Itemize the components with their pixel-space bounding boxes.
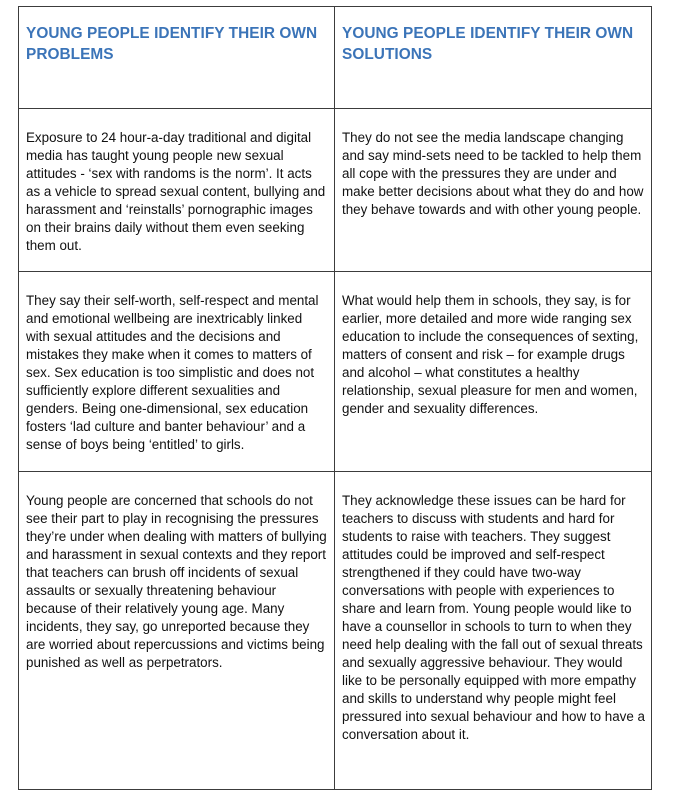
table-row [19, 472, 652, 790]
header-cell-problems [19, 7, 335, 109]
solution-cell [335, 109, 652, 272]
problem-cell [19, 472, 335, 790]
solution-text: They acknowledge these issues can be hard for teachers to discuss with students and hard for students to raise with teachers. They suggest attitudes could be improved and self-respect strengthened if they could have two-way conversations with people with experiences to share and learn from. Young people would like to have a counsellor in schools to turn to when they need help dealing with the fall out of sexual threats and sexually aggressive behaviour. They would like to be personally equipped with more empathy and skills to understand why people might feel pressured into sexual behaviour and how to have a conversation about it. [342, 493, 645, 742]
solution-cell [335, 272, 652, 472]
column-heading-problems: YOUNG PEOPLE IDENTIFY THEIR OWN PROBLEMS [26, 25, 318, 63]
problem-text: Young people are concerned that schools do not see their part to play in recognising the pressures they’re under when dealing with matters of bullying and harassment in sexual contexts and they report that teachers can brush off incidents of sexual assaults or sexually threatening behaviour because of their relatively young age. Many incidents, they say, go unreported because they are worried about repercussions and victims being punished as well as perpetrators. [26, 493, 327, 670]
solution-text: They do not see the media landscape changing and say mind-sets need to be tackled to help them all cope with the pressures they are under and make better decisions about what they do and how they behave towards and with other young people. [342, 130, 644, 217]
column-heading-solutions: YOUNG PEOPLE IDENTIFY THEIR OWN SOLUTIONS [342, 25, 634, 63]
problem-text: Exposure to 24 hour-a-day traditional and digital media has taught young people new sexual attitudes - ‘sex with randoms is the norm’. It acts as a vehicle to spread sexual content, bullying and harassment and ‘reinstalls’ pornographic images on their brains daily without them even seeking them out. [26, 130, 326, 253]
header-cell-solutions [335, 7, 652, 109]
problems-solutions-table [18, 6, 652, 790]
solution-text: What would help them in schools, they say, is for earlier, more detailed and more wide ranging sex education to include the consequences of sexting, matters of consent and risk – for example drugs and alcohol – what constitutes a healthy relationship, sexual pleasure for men and women, gender and sexuality differences. [342, 293, 639, 416]
problem-cell [19, 272, 335, 472]
table-row [19, 109, 652, 272]
solution-cell [335, 472, 652, 790]
problem-cell [19, 109, 335, 272]
header-row [19, 7, 652, 109]
table-row [19, 272, 652, 472]
problem-text: They say their self-worth, self-respect and mental and emotional wellbeing are inextricably linked with sexual attitudes and the decisions and mistakes they make when it comes to matters of sex. Sex education is too simplistic and does not sufficiently explore different sexualities and genders. Being one-dimensional, sex education fosters ‘lad culture and banter behaviour’ and a sense of boys being ‘entitled’ to girls. [26, 293, 319, 452]
